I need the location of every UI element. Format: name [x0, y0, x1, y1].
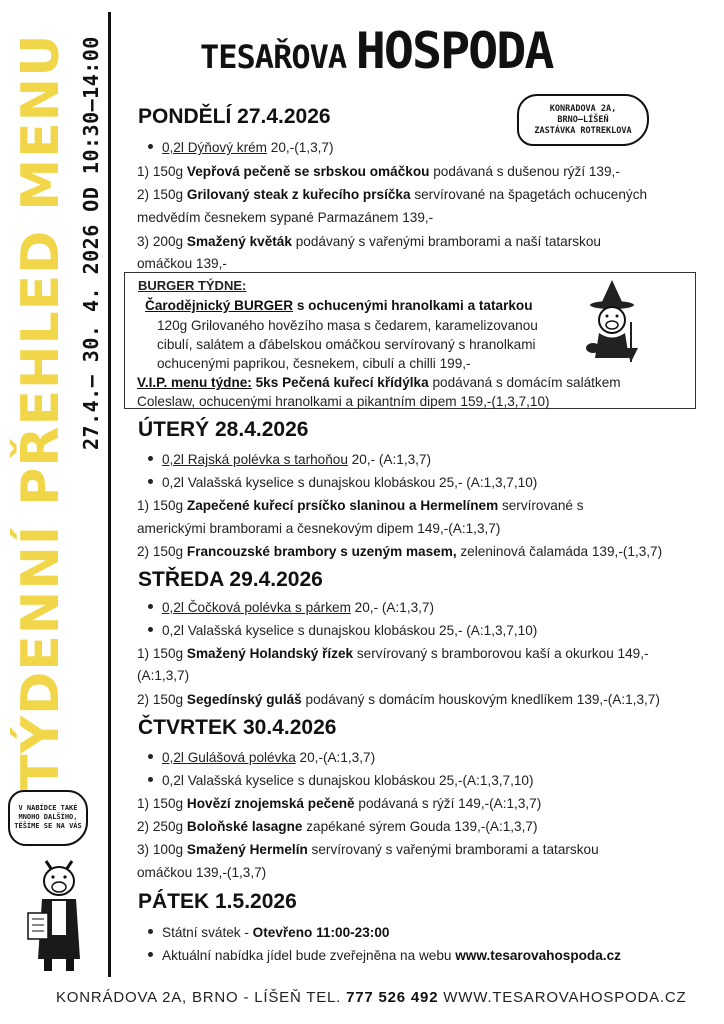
sidebar-title: TÝDENNÍ PŘEHLED MENU: [11, 33, 71, 790]
footer: KONRÁDOVA 2A, BRNO - LÍŠEŇ TEL. 777 526 492 WWW.TESAROVAHOSPODA.CZ: [56, 989, 687, 1006]
list-item: 0,2l Valašská kyselice s dunajskou klobáskou 25,-(A:1,3,7,10): [148, 772, 534, 790]
list-item: 1) 150g Vepřová pečeně se srbskou omáčkou podávaná s dušenou rýží 139,-: [137, 164, 620, 179]
title-big: HOSPODA: [355, 22, 553, 80]
day-heading-tuesday: ÚTERÝ 28.4.2026: [138, 418, 309, 441]
list-item: 2) 150g Grilovaný steak z kuřecího prsíčka servírované na špagetách ochucených: [137, 187, 648, 202]
list-item: 0,2l Čočková polévka s párkem 20,- (A:1,3,7): [148, 599, 434, 617]
address-bubble: KONRADOVA 2A, BRNO–LÍŠEŇ ZASTÁVKA ROTREKLOVA: [517, 94, 649, 146]
day-heading-thursday: ČTVRTEK 30.4.2026: [138, 716, 337, 739]
witch-pig-icon: [583, 278, 641, 364]
pig-waiter-icon: [24, 855, 94, 975]
burger-desc: cibulí, salátem a ďábelskou omáčkou servírovaný s hranolkami: [157, 337, 536, 352]
promo-bubble: V NABÍDCE TAKÉ MNOHO DALŠÍHO, TĚŠÍME SE NA VÁS: [8, 790, 88, 846]
list-item: (A:1,3,7): [137, 668, 190, 683]
burger-desc: 120g Grilovaného hovězího masa s čedarem, karamelizovanou: [157, 318, 538, 333]
list-item: 3) 200g Smažený květák podávaný s vařenými bramborami a naší tatarskou: [137, 234, 601, 249]
burger-name: Čarodějnický BURGER s ochucenými hranolkami a tatarkou: [145, 298, 533, 313]
day-heading-monday: PONDĚLÍ 27.4.2026: [138, 105, 331, 128]
list-item: 2) 150g Francouzské brambory s uzeným masem, zeleninová čalamáda 139,-(1,3,7): [137, 544, 663, 559]
list-item: 0,2l Rajská polévka s tarhoňou 20,- (A:1,3,7): [148, 451, 431, 469]
list-item: 2) 250g Boloňské lasagne zapékané sýrem Gouda 139,-(A:1,3,7): [137, 819, 538, 834]
list-item: 0,2l Dýňový krém 20,-(1,3,7): [148, 139, 334, 157]
burger-desc: ochucenými paprikou, česnekem, cibulí a chilli 199,-: [157, 356, 471, 371]
day-heading-wednesday: STŘEDA 29.4.2026: [138, 568, 323, 591]
burger-heading: BURGER TÝDNE:: [138, 278, 247, 293]
sidebar-dates: 27.4.– 30. 4. 2026 OD 10:30–14:00: [79, 36, 103, 450]
list-item: 1) 150g Smažený Holandský řízek servírovaný s bramborovou kaší a okurkou 149,-: [137, 646, 649, 661]
list-item: 3) 100g Smažený Hermelín servírovaný s vařenými bramborami a tatarskou: [137, 842, 599, 857]
list-item: 0,2l Gulášová polévka 20,-(A:1,3,7): [148, 749, 375, 767]
vip-menu-cont: Coleslaw, ochucenými hranolkami a pikantním dipem 159,-(1,3,7,10): [137, 394, 550, 409]
day-heading-friday: PÁTEK 1.5.2026: [138, 890, 297, 913]
list-item: Státní svátek - Otevřeno 11:00-23:00: [148, 924, 389, 942]
list-item: americkými bramborami a česnekovým dipem 149,-(A:1,3,7): [137, 521, 501, 536]
list-item: 0,2l Valašská kyselice s dunajskou klobáskou 25,- (A:1,3,7,10): [148, 622, 537, 640]
list-item: 1) 150g Zapečené kuřecí prsíčko slaninou a Hermelínem servírované s: [137, 498, 584, 513]
list-item: medvědím česnekem sypané Parmazánem 139,-: [137, 210, 434, 225]
list-item: omáčkou 139,-(1,3,7): [137, 865, 267, 880]
list-item: 0,2l Valašská kyselice s dunajskou klobáskou 25,- (A:1,3,7,10): [148, 474, 537, 492]
list-item: 1) 150g Hovězí znojemská pečeně podávaná s rýží 149,-(A:1,3,7): [137, 796, 542, 811]
list-item: omáčkou 139,-: [137, 256, 227, 271]
page-title: [200, 22, 552, 80]
list-item: Aktuální nabídka jídel bude zveřejněna na webu www.tesarovahospoda.cz: [148, 947, 621, 965]
vip-menu: V.I.P. menu týdne: 5ks Pečená kuřecí křídýlka podávaná s domácím salátkem: [137, 375, 621, 390]
vertical-divider: [108, 12, 111, 977]
title-small: TESAŘOVA: [200, 38, 347, 76]
list-item: 2) 150g Segedínský guláš podávaný s domácím houskovým knedlíkem 139,-(A:1,3,7): [137, 692, 660, 707]
